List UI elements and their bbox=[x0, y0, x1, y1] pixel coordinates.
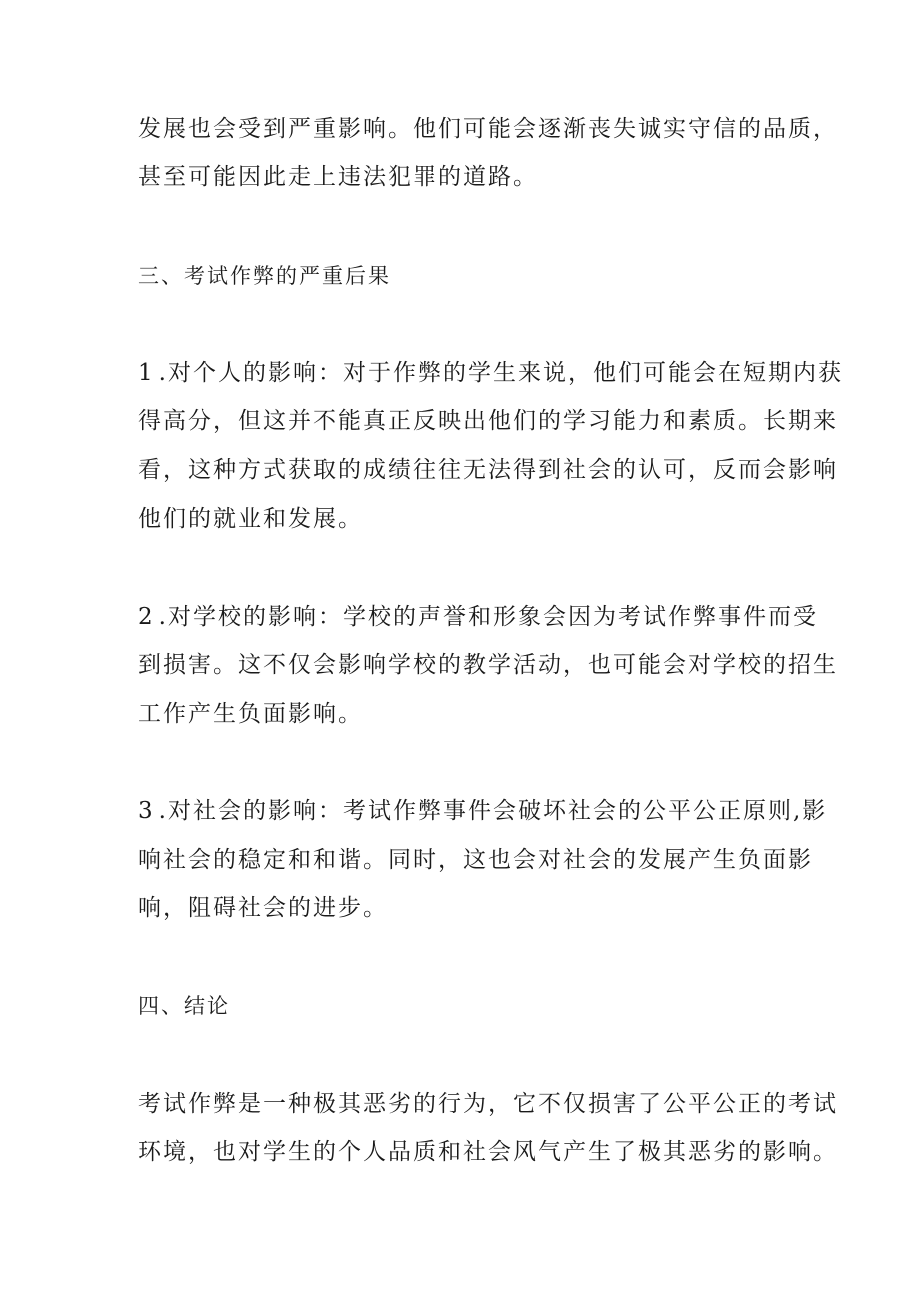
section-heading-conclusion: 四、结论 bbox=[138, 994, 230, 1018]
item-3-text: .对社会的影响：考试作弊事件会破坏社会的公平公正原则,影 bbox=[158, 798, 828, 824]
item-2-text: .对学校的影响：学校的声誉和形象会因为考试作弊事件而受 bbox=[158, 604, 818, 630]
item-1-line-1 bbox=[138, 358, 843, 388]
item-2-line-1 bbox=[138, 602, 818, 632]
item-1-line-2: 得高分，但这并不能真正反映出他们的学习能力和素质。长期来 bbox=[138, 408, 838, 434]
item-1-line-4: 他们的就业和发展。 bbox=[138, 506, 363, 532]
item-1-line-3: 看，这种方式获取的成绩往往无法得到社会的认可，反而会影响 bbox=[138, 457, 838, 483]
conclusion-line-2: 环境，也对学生的个人品质和社会风气产生了极其恶劣的影响。 bbox=[138, 1139, 838, 1165]
intro-line-2: 甚至可能因此走上违法犯罪的道路。 bbox=[138, 164, 538, 190]
item-3-number: 3 bbox=[138, 798, 155, 824]
item-2-line-2: 到损害。这不仅会影响学校的教学活动，也可能会对学校的招生 bbox=[138, 652, 838, 678]
item-2-line-3: 工作产生负面影响。 bbox=[138, 701, 363, 727]
section-heading-consequences: 三、考试作弊的严重后果 bbox=[138, 264, 391, 288]
conclusion-line-1: 考试作弊是一种极其恶劣的行为，它不仅损害了公平公正的考试 bbox=[138, 1091, 838, 1117]
item-3-line-1 bbox=[138, 796, 828, 826]
item-1-number: 1 bbox=[138, 360, 155, 386]
item-2-number: 2 bbox=[138, 604, 155, 630]
item-1-text: .对个人的影响：对于作弊的学生来说，他们可能会在短期内获 bbox=[158, 360, 843, 386]
intro-line-1: 发展也会受到严重影响。他们可能会逐渐丧失诚实守信的品质， bbox=[138, 116, 838, 142]
item-3-line-2: 响社会的稳定和和谐。同时，这也会对社会的发展产生负面影 bbox=[138, 847, 813, 873]
item-3-line-3: 响，阻碍社会的进步。 bbox=[138, 895, 388, 921]
